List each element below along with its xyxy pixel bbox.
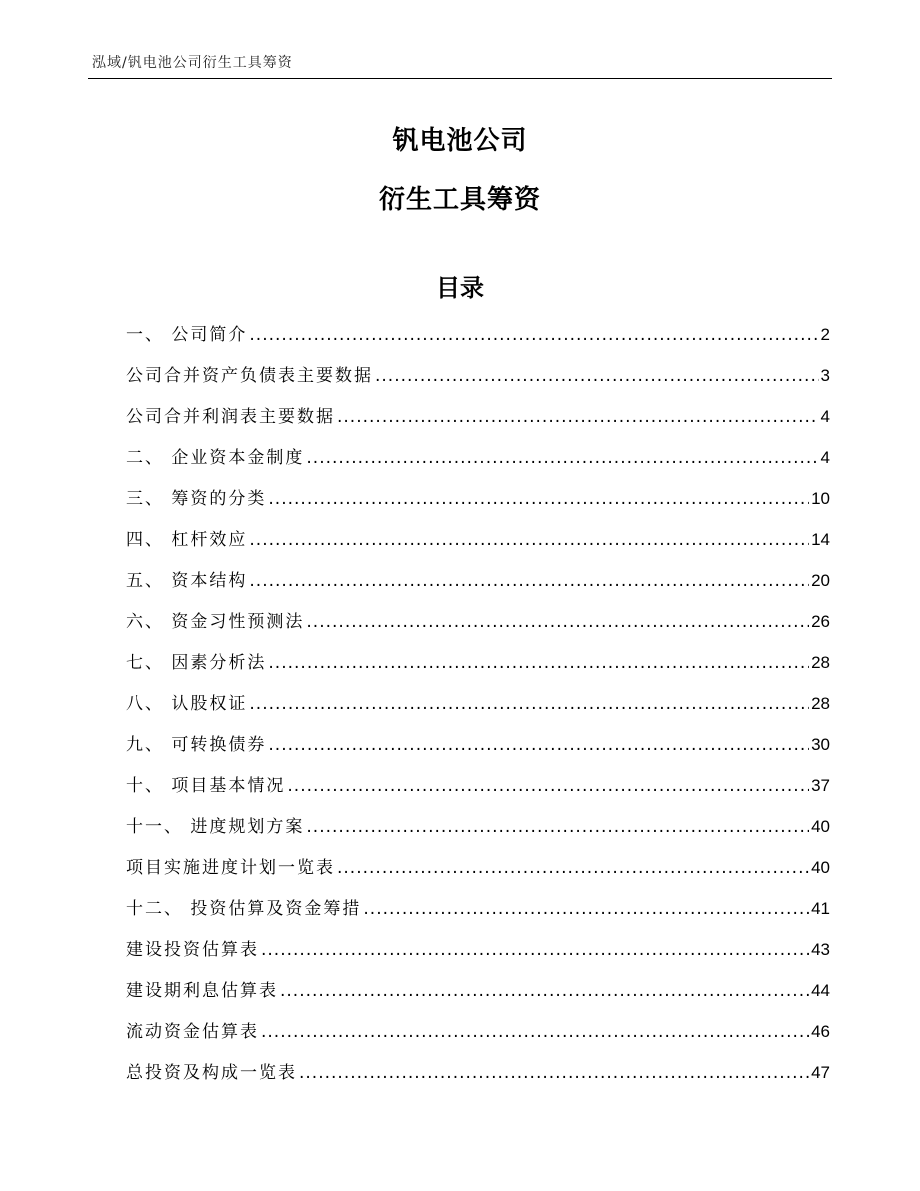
toc-entry-label: 一、 公司简介 bbox=[126, 325, 248, 345]
toc-dot-leader bbox=[306, 612, 809, 632]
toc-entry-label: 建设期利息估算表 bbox=[126, 981, 278, 1001]
toc-entry-page-number: 10 bbox=[811, 489, 830, 508]
toc-entry-label: 总投资及构成一览表 bbox=[126, 1063, 297, 1083]
toc-entry[interactable] bbox=[126, 853, 830, 894]
toc-entry-label: 十、 项目基本情况 bbox=[126, 776, 286, 796]
toc-entry-page-number: 46 bbox=[811, 1022, 830, 1041]
toc-entry-label: 项目实施进度计划一览表 bbox=[126, 858, 335, 878]
toc-entry[interactable] bbox=[126, 812, 830, 853]
toc-entry-page-number: 2 bbox=[820, 325, 830, 344]
toc-entry-page-number: 44 bbox=[811, 981, 830, 1000]
toc-dot-leader bbox=[363, 899, 809, 919]
toc-entry-page-number: 30 bbox=[811, 735, 830, 754]
toc-entry-label: 五、 资本结构 bbox=[126, 571, 248, 591]
toc-entry-page-number: 37 bbox=[811, 776, 830, 795]
toc-entry-label: 公司合并利润表主要数据 bbox=[126, 407, 335, 427]
toc-entry[interactable] bbox=[126, 525, 830, 566]
toc-heading: 目录 bbox=[436, 274, 484, 302]
toc-entry[interactable] bbox=[126, 730, 830, 771]
toc-dot-leader bbox=[299, 1063, 809, 1083]
toc-dot-leader bbox=[249, 530, 809, 550]
toc-entry-label: 六、 资金习性预测法 bbox=[126, 612, 305, 632]
toc-entry[interactable] bbox=[126, 689, 830, 730]
toc-dot-leader bbox=[268, 653, 809, 673]
toc-entry-page-number: 4 bbox=[820, 448, 830, 467]
toc-dot-leader bbox=[306, 448, 818, 468]
toc-dot-leader bbox=[337, 858, 809, 878]
toc-entry[interactable] bbox=[126, 894, 830, 935]
toc-entry-page-number: 26 bbox=[811, 612, 830, 631]
toc-entry-page-number: 41 bbox=[811, 899, 830, 918]
toc-entry[interactable] bbox=[126, 320, 830, 361]
toc-entry[interactable] bbox=[126, 771, 830, 812]
running-header: 泓域/钒电池公司衍生工具筹资 bbox=[92, 55, 293, 71]
toc-entry-label: 四、 杠杆效应 bbox=[126, 530, 248, 550]
subject-title: 衍生工具筹资 bbox=[378, 185, 541, 215]
toc-entry[interactable] bbox=[126, 935, 830, 976]
toc-dot-leader bbox=[375, 366, 819, 386]
toc-entry-page-number: 14 bbox=[811, 530, 830, 549]
toc-entry-label: 十一、 进度规划方案 bbox=[126, 817, 305, 837]
toc-entry-label: 八、 认股权证 bbox=[126, 694, 248, 714]
toc-entry[interactable] bbox=[126, 566, 830, 607]
toc-dot-leader bbox=[268, 735, 809, 755]
toc-entry-page-number: 28 bbox=[811, 694, 830, 713]
toc-entry-page-number: 47 bbox=[811, 1063, 830, 1082]
company-title: 钒电池公司 bbox=[392, 126, 528, 156]
toc-entry-label: 七、 因素分析法 bbox=[126, 653, 267, 673]
header-rule bbox=[88, 78, 832, 79]
toc-entry-label: 公司合并资产负债表主要数据 bbox=[126, 366, 373, 386]
toc-entry-label: 建设投资估算表 bbox=[126, 940, 259, 960]
toc-entry-page-number: 4 bbox=[820, 407, 830, 426]
toc-dot-leader bbox=[337, 407, 819, 427]
toc-dot-leader bbox=[280, 981, 809, 1001]
toc-entry-label: 流动资金估算表 bbox=[126, 1022, 259, 1042]
toc-entry-page-number: 40 bbox=[811, 858, 830, 877]
toc-dot-leader bbox=[306, 817, 809, 837]
toc-entry[interactable] bbox=[126, 443, 830, 484]
toc-dot-leader bbox=[261, 1022, 809, 1042]
toc-dot-leader bbox=[287, 776, 809, 796]
table-of-contents bbox=[126, 320, 830, 1099]
toc-entry-page-number: 3 bbox=[820, 366, 830, 385]
toc-entry[interactable] bbox=[126, 402, 830, 443]
toc-entry-page-number: 43 bbox=[811, 940, 830, 959]
toc-entry[interactable] bbox=[126, 361, 830, 402]
toc-entry-label: 二、 企业资本金制度 bbox=[126, 448, 305, 468]
toc-entry-label: 十二、 投资估算及资金筹措 bbox=[126, 899, 362, 919]
toc-entry[interactable] bbox=[126, 1017, 830, 1058]
toc-entry-page-number: 40 bbox=[811, 817, 830, 836]
toc-dot-leader bbox=[249, 325, 818, 345]
toc-entry-page-number: 20 bbox=[811, 571, 830, 590]
toc-entry[interactable] bbox=[126, 484, 830, 525]
toc-entry-page-number: 28 bbox=[811, 653, 830, 672]
toc-entry[interactable] bbox=[126, 976, 830, 1017]
toc-entry[interactable] bbox=[126, 648, 830, 689]
toc-dot-leader bbox=[249, 694, 809, 714]
toc-dot-leader bbox=[261, 940, 809, 960]
toc-entry[interactable] bbox=[126, 1058, 830, 1099]
toc-dot-leader bbox=[268, 489, 809, 509]
toc-dot-leader bbox=[249, 571, 809, 591]
toc-entry-label: 三、 筹资的分类 bbox=[126, 489, 267, 509]
toc-entry[interactable] bbox=[126, 607, 830, 648]
toc-entry-label: 九、 可转换债券 bbox=[126, 735, 267, 755]
